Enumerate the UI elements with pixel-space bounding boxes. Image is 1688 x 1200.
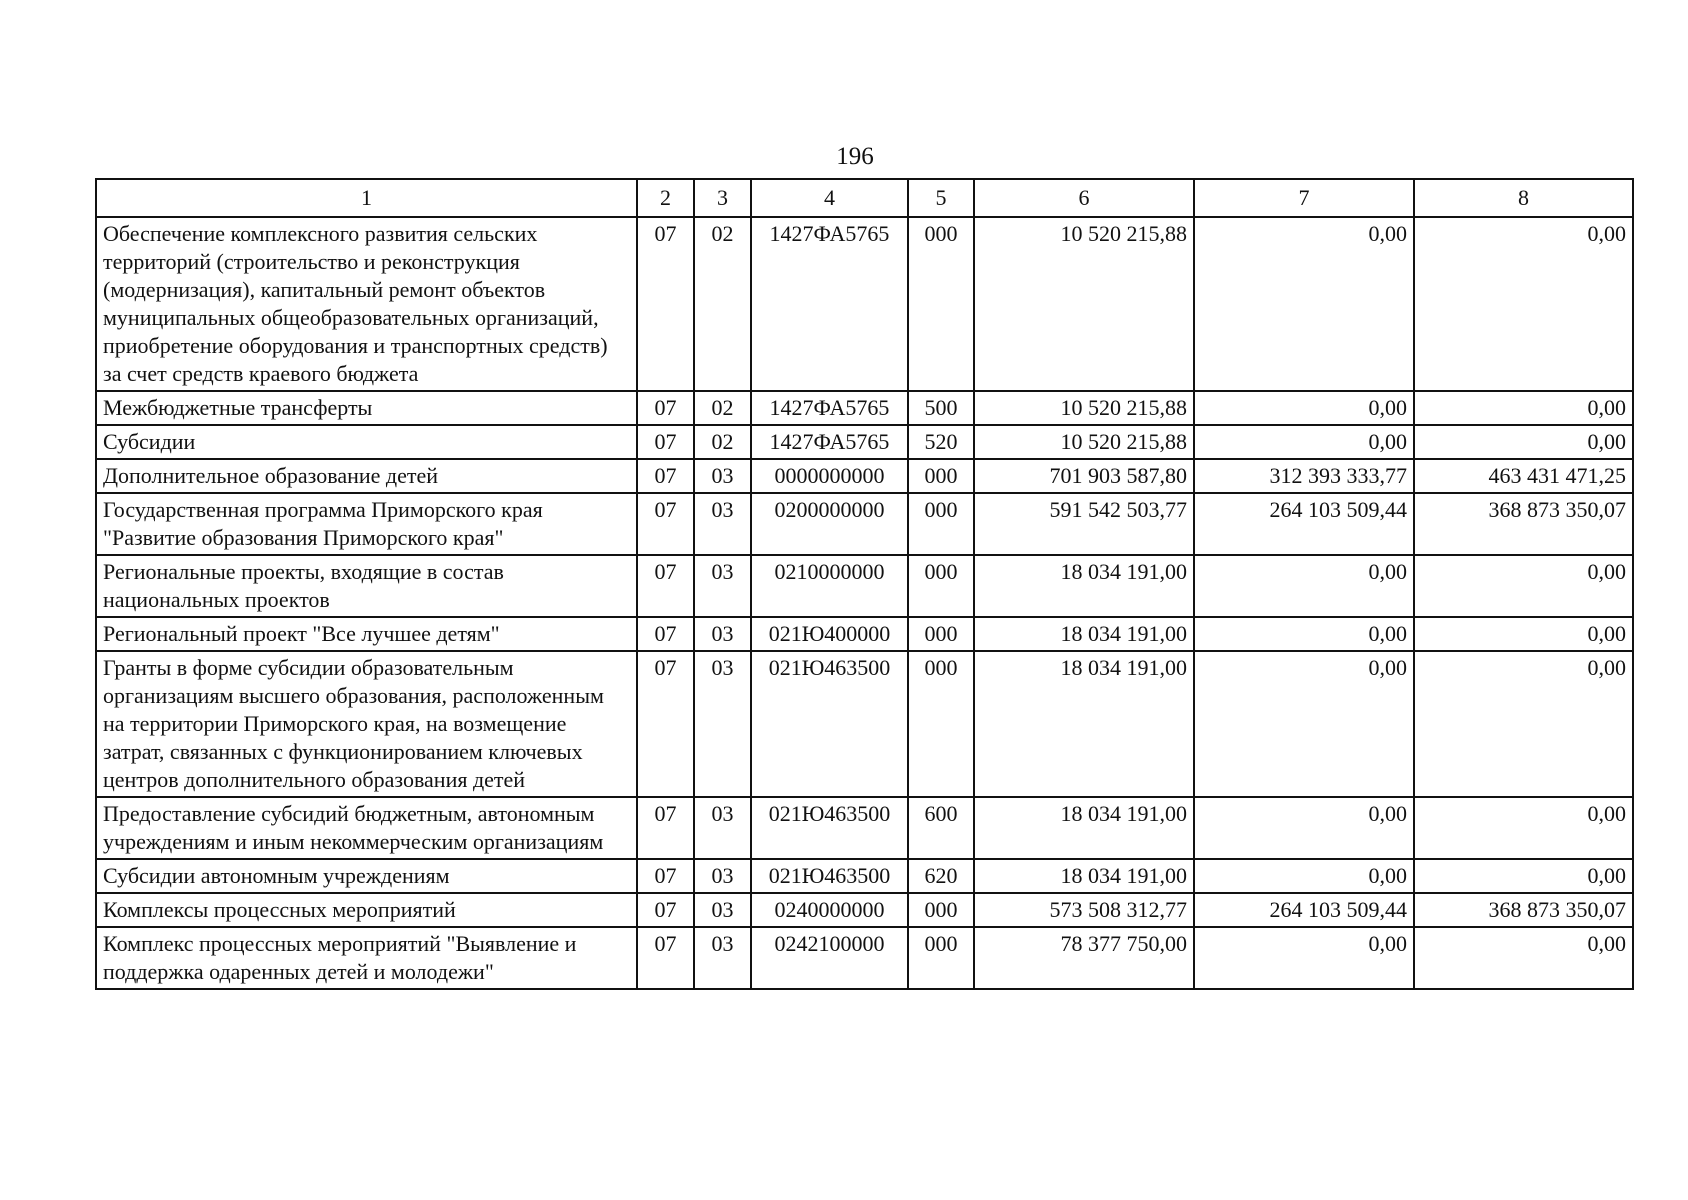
section-code: 07 — [637, 555, 694, 617]
column-header: 2 — [637, 179, 694, 217]
table-row — [96, 555, 1633, 617]
page-number: 196 — [836, 143, 874, 170]
subsection-code: 02 — [694, 425, 751, 459]
amount-col7: 0,00 — [1194, 555, 1414, 617]
row-name: Региональные проекты, входящие в состав национальных проектов — [96, 555, 637, 617]
column-header: 6 — [974, 179, 1194, 217]
table-row — [96, 493, 1633, 555]
subsection-code: 02 — [694, 391, 751, 425]
amount-col7: 0,00 — [1194, 425, 1414, 459]
amount-col8: 0,00 — [1414, 617, 1633, 651]
section-code: 07 — [637, 391, 694, 425]
amount-col8: 0,00 — [1414, 217, 1633, 391]
amount-col8: 368 873 350,07 — [1414, 893, 1633, 927]
target-article-code: 0200000000 — [751, 493, 908, 555]
section-code: 07 — [637, 893, 694, 927]
section-code: 07 — [637, 217, 694, 391]
target-article-code: 021Ю463500 — [751, 797, 908, 859]
column-header: 3 — [694, 179, 751, 217]
table-row — [96, 217, 1633, 391]
column-header: 1 — [96, 179, 637, 217]
amount-col6: 18 034 191,00 — [974, 797, 1194, 859]
row-name: Гранты в форме субсидии образовательным организациям высшего образования, расположенным на территории Приморского края, на возмещение затрат, связанных с функционированием ключевых центров дополнительного образования детей — [96, 651, 637, 797]
amount-col6: 591 542 503,77 — [974, 493, 1194, 555]
target-article-code: 0240000000 — [751, 893, 908, 927]
row-name: Региональный проект "Все лучшее детям" — [96, 617, 637, 651]
amount-col8: 463 431 471,25 — [1414, 459, 1633, 493]
section-code: 07 — [637, 459, 694, 493]
amount-col8: 0,00 — [1414, 425, 1633, 459]
amount-col6: 78 377 750,00 — [974, 927, 1194, 989]
expense-type-code: 000 — [908, 651, 974, 797]
subsection-code: 03 — [694, 859, 751, 893]
amount-col6: 18 034 191,00 — [974, 617, 1194, 651]
amount-col7: 0,00 — [1194, 217, 1414, 391]
table-row — [96, 459, 1633, 493]
section-code: 07 — [637, 617, 694, 651]
amount-col7: 0,00 — [1194, 651, 1414, 797]
amount-col7: 312 393 333,77 — [1194, 459, 1414, 493]
table-row — [96, 859, 1633, 893]
amount-col7: 0,00 — [1194, 391, 1414, 425]
amount-col6: 573 508 312,77 — [974, 893, 1194, 927]
row-name: Субсидии автономным учреждениям — [96, 859, 637, 893]
amount-col8: 0,00 — [1414, 927, 1633, 989]
expense-type-code: 500 — [908, 391, 974, 425]
target-article-code: 1427ФА5765 — [751, 425, 908, 459]
table-row — [96, 651, 1633, 797]
row-name: Межбюджетные трансферты — [96, 391, 637, 425]
expense-type-code: 000 — [908, 927, 974, 989]
subsection-code: 03 — [694, 493, 751, 555]
section-code: 07 — [637, 651, 694, 797]
subsection-code: 03 — [694, 617, 751, 651]
table-row — [96, 927, 1633, 989]
table-row — [96, 425, 1633, 459]
amount-col6: 18 034 191,00 — [974, 555, 1194, 617]
row-name: Субсидии — [96, 425, 637, 459]
amount-col6: 18 034 191,00 — [974, 651, 1194, 797]
expense-type-code: 000 — [908, 555, 974, 617]
amount-col7: 0,00 — [1194, 927, 1414, 989]
column-header: 5 — [908, 179, 974, 217]
amount-col6: 10 520 215,88 — [974, 425, 1194, 459]
target-article-code: 1427ФА5765 — [751, 391, 908, 425]
section-code: 07 — [637, 425, 694, 459]
row-name: Обеспечение комплексного развития сельских территорий (строительство и реконструкция (модернизация), капитальный ремонт объектов муниципальных общеобразовательных организаций, приобретение оборудования и транспортных средств) за счет средств краевого бюджета — [96, 217, 637, 391]
table-row — [96, 617, 1633, 651]
section-code: 07 — [637, 927, 694, 989]
row-name: Комплексы процессных мероприятий — [96, 893, 637, 927]
amount-col7: 264 103 509,44 — [1194, 493, 1414, 555]
amount-col7: 264 103 509,44 — [1194, 893, 1414, 927]
expense-type-code: 520 — [908, 425, 974, 459]
subsection-code: 03 — [694, 651, 751, 797]
subsection-code: 03 — [694, 797, 751, 859]
row-name: Дополнительное образование детей — [96, 459, 637, 493]
expense-type-code: 000 — [908, 493, 974, 555]
section-code: 07 — [637, 797, 694, 859]
column-header: 7 — [1194, 179, 1414, 217]
column-header: 8 — [1414, 179, 1633, 217]
amount-col7: 0,00 — [1194, 797, 1414, 859]
expense-type-code: 600 — [908, 797, 974, 859]
expense-type-code: 000 — [908, 459, 974, 493]
amount-col6: 10 520 215,88 — [974, 391, 1194, 425]
table-row — [96, 391, 1633, 425]
amount-col8: 0,00 — [1414, 797, 1633, 859]
target-article-code: 0210000000 — [751, 555, 908, 617]
expense-type-code: 000 — [908, 893, 974, 927]
amount-col6: 18 034 191,00 — [974, 859, 1194, 893]
target-article-code: 021Ю400000 — [751, 617, 908, 651]
table-row — [96, 797, 1633, 859]
expense-type-code: 000 — [908, 217, 974, 391]
target-article-code: 021Ю463500 — [751, 651, 908, 797]
row-name: Комплекс процессных мероприятий "Выявление и поддержка одаренных детей и молодежи" — [96, 927, 637, 989]
subsection-code: 03 — [694, 555, 751, 617]
subsection-code: 02 — [694, 217, 751, 391]
amount-col7: 0,00 — [1194, 859, 1414, 893]
budget-table — [95, 178, 1634, 990]
subsection-code: 03 — [694, 893, 751, 927]
amount-col6: 10 520 215,88 — [974, 217, 1194, 391]
target-article-code: 021Ю463500 — [751, 859, 908, 893]
target-article-code: 0000000000 — [751, 459, 908, 493]
section-code: 07 — [637, 493, 694, 555]
amount-col6: 701 903 587,80 — [974, 459, 1194, 493]
subsection-code: 03 — [694, 927, 751, 989]
header-row — [96, 179, 1633, 217]
amount-col8: 368 873 350,07 — [1414, 493, 1633, 555]
expense-type-code: 000 — [908, 617, 974, 651]
column-header: 4 — [751, 179, 908, 217]
amount-col8: 0,00 — [1414, 651, 1633, 797]
expense-type-code: 620 — [908, 859, 974, 893]
table-row — [96, 893, 1633, 927]
amount-col8: 0,00 — [1414, 859, 1633, 893]
row-name: Государственная программа Приморского края "Развитие образования Приморского края" — [96, 493, 637, 555]
section-code: 07 — [637, 859, 694, 893]
amount-col8: 0,00 — [1414, 555, 1633, 617]
subsection-code: 03 — [694, 459, 751, 493]
target-article-code: 1427ФА5765 — [751, 217, 908, 391]
amount-col8: 0,00 — [1414, 391, 1633, 425]
amount-col7: 0,00 — [1194, 617, 1414, 651]
row-name: Предоставление субсидий бюджетным, автономным учреждениям и иным некоммерческим организациям — [96, 797, 637, 859]
target-article-code: 0242100000 — [751, 927, 908, 989]
